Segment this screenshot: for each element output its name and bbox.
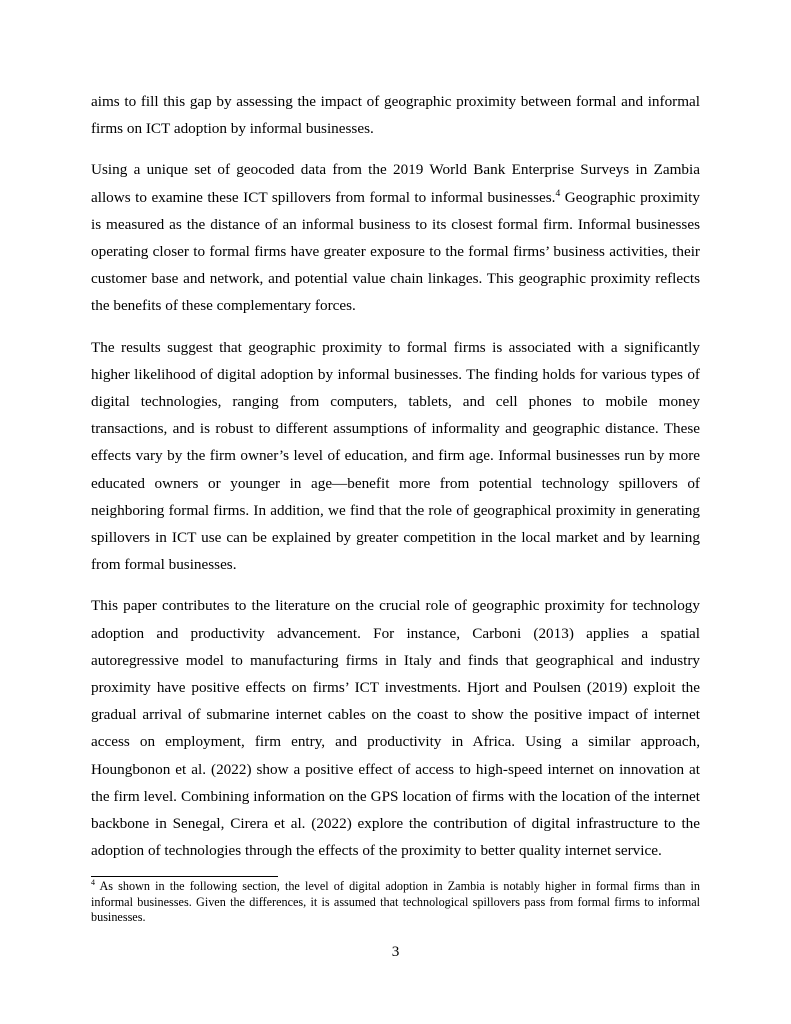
paragraph-3	[91, 334, 700, 579]
paragraph-2-text-b: Geographic proximity is measured as the distance of an informal business to its closest formal firm. Informal businesses operating closer to formal firms have greater exposure to the formal firms’ business activities, their customer base and network, and potential value chain linkages. This geographic proximity reflects the benefits of these complementary forces.	[91, 188, 700, 315]
footnote-marker: 4	[91, 877, 95, 887]
footnote-separator	[91, 876, 278, 877]
paragraph-2	[91, 156, 700, 319]
paragraph-4	[91, 592, 700, 864]
page-number: 3	[391, 943, 400, 960]
paragraph-2-text-a: Using a unique set of geocoded data from the 2019 World Bank Enterprise Surveys in Zambia allows to examine these ICT spillovers from formal to informal businesses.	[91, 161, 700, 206]
paragraph-1-text: aims to fill this gap by assessing the impact of geographic proximity between formal and informal firms on ICT adoption by informal businesses.	[91, 93, 700, 138]
body-text	[91, 88, 700, 878]
footnote-ref-4[interactable]: 4	[555, 188, 561, 199]
footnote-4	[91, 879, 700, 926]
paragraph-3-text: The results suggest that geographic proximity to formal firms is associated with a significantly higher likelihood of digital adoption by informal businesses. The finding holds for various types of digital technologies, ranging from computers, tablets, and cell phones to mobile money transactions, and is robust to different assumptions of informality and geographic distance. These effects vary by the firm owner’s level of education, and firm age. Informal businesses run by more educated owners or younger in age—benefit more from potential technology spillovers of neighboring formal firms. In addition, we find that the role of geographical proximity in generating spillovers in ICT use can be explained by greater competition in the local market and by learning from formal businesses.	[91, 338, 700, 574]
paragraph-1	[91, 88, 700, 142]
paragraph-4-text: This paper contributes to the literature on the crucial role of geographic proximity for technology adoption and productivity advancement. For instance, Carboni (2013) applies a spatial autoregressive model to manufacturing firms in Italy and finds that geographical and industry proximity have positive effects on firms’ ICT investments. Hjort and Poulsen (2019) exploit the gradual arrival of submarine internet cables on the coast to show the positive impact of internet access on employment, firm entry, and productivity in Africa. Using a similar approach, Houngbonon et al. (2022) show a positive effect of access to high-speed internet on innovation at the firm level. Combining information on the GPS location of firms with the location of the internet backbone in Senegal, Cirera et al. (2022) explore the contribution of digital infrastructure to the adoption of technologies through the effects of the proximity to better quality internet service.	[91, 597, 700, 860]
footnote-text: As shown in the following section, the level of digital adoption in Zambia is notably higher in formal firms than in informal businesses. Given the differences, it is assumed that technological spillovers pass from formal firms to informal businesses.	[91, 879, 700, 924]
